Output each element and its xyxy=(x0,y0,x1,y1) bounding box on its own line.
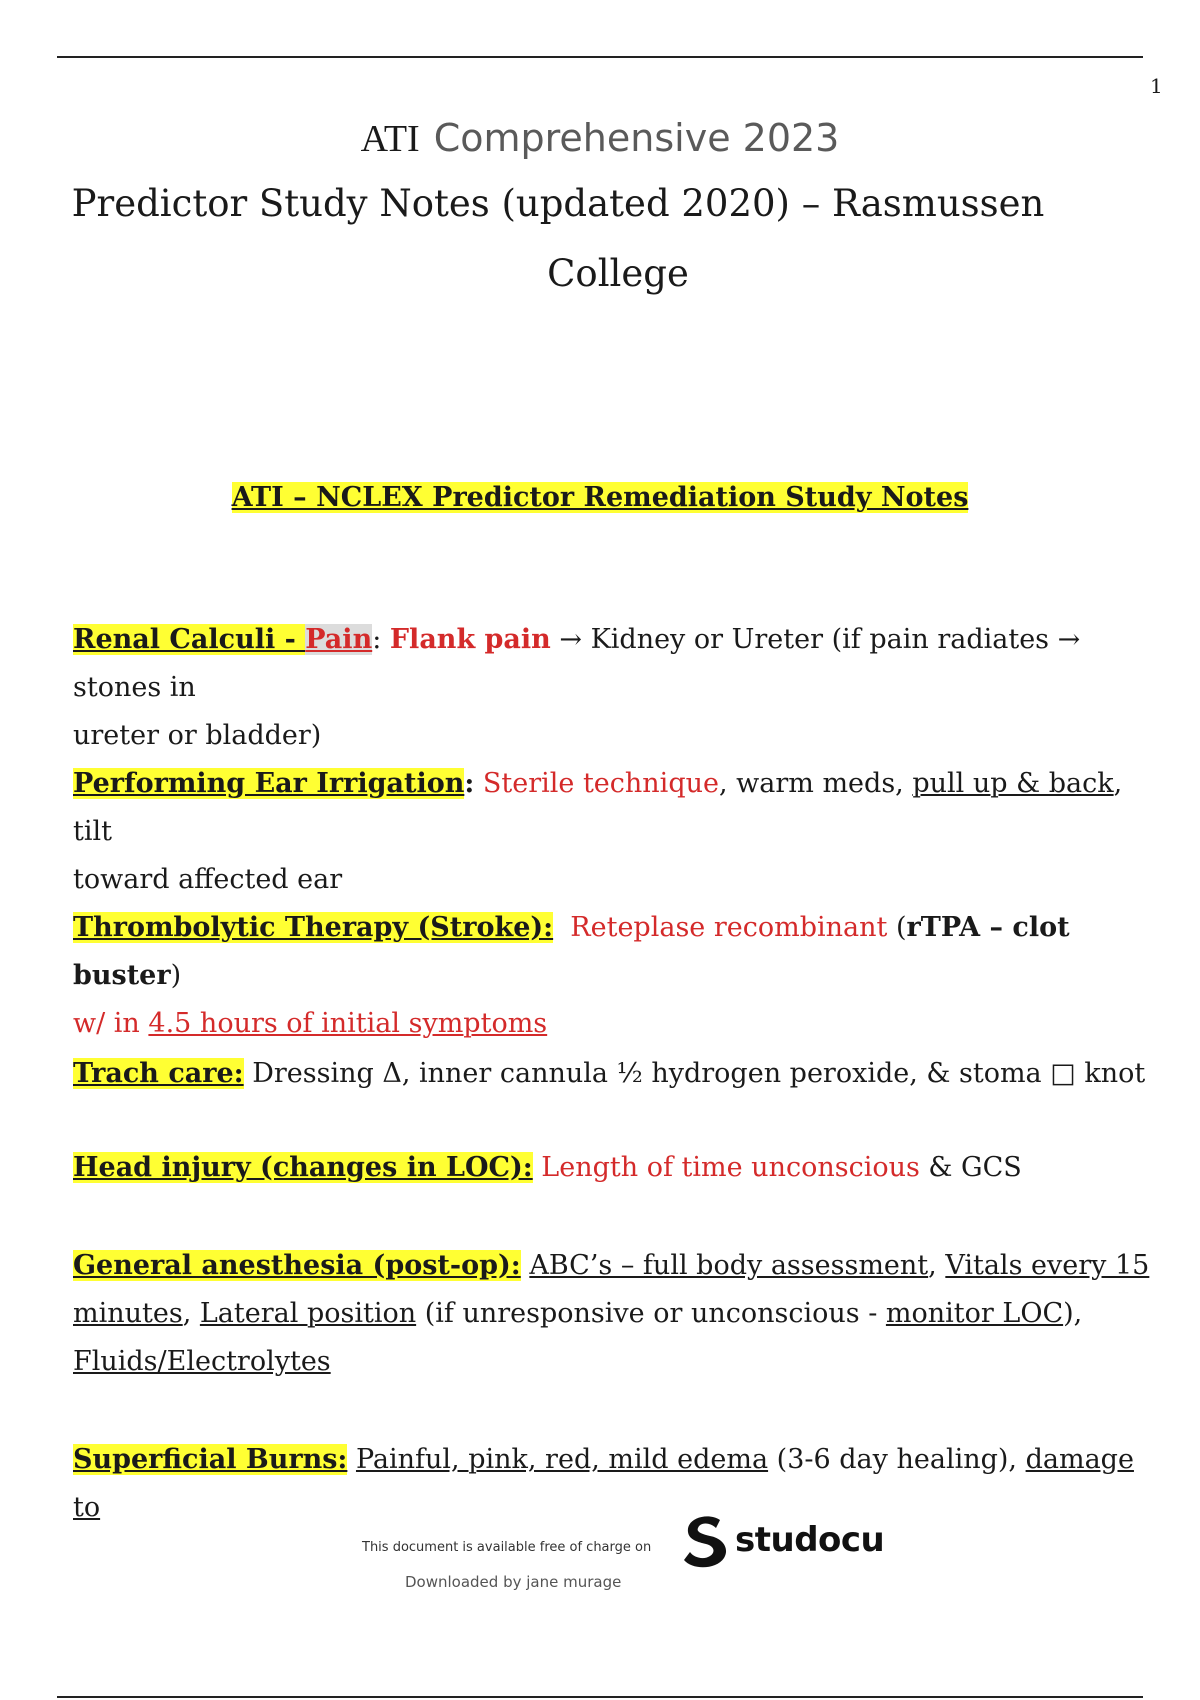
document-title-line-1 xyxy=(0,116,1200,161)
title-ati: ATI xyxy=(360,118,420,160)
key-term: Reteplase recombinant xyxy=(570,912,888,943)
note-renal-calculi: Renal Calculi - Pain: Flank pain → Kidney or Ureter (if pain radiates → stones in ureter or bladder) xyxy=(73,624,1081,751)
note-label: General anesthesia (post-op): xyxy=(73,1250,521,1281)
note-general-anesthesia: General anesthesia (post-op): ABC’s – full body assessment, Vitals every 15 minutes, Lateral position (if unresponsive or unconscious - monitor LOC), Fluids/Electrolytes xyxy=(73,1250,1150,1377)
title-comprehensive: Comprehensive 2023 xyxy=(433,116,840,160)
note-label: Renal Calculi - xyxy=(73,624,306,655)
key-term: Flank pain xyxy=(389,624,551,655)
studocu-footer xyxy=(0,1510,1200,1590)
note-thrombolytic-therapy: Thrombolytic Therapy (Stroke): Reteplase recombinant (rTPA – clot buster) w/ in 4.5 hours of initial symptoms xyxy=(73,912,1070,1039)
note-superficial-burns: Superficial Burns: Painful, pink, red, mild edema (3-6 day healing), damage to xyxy=(73,1444,1134,1523)
studocu-brand[interactable]: studocu xyxy=(735,1520,885,1560)
note-label: Trach care: xyxy=(73,1058,244,1089)
note-label-pain: Pain xyxy=(305,624,373,655)
section-heading: ATI – NCLEX Predictor Remediation Study Notes xyxy=(231,482,969,513)
studocu-logo-icon[interactable] xyxy=(680,1514,730,1568)
note-head-injury: Head injury (changes in LOC): Length of time unconscious & GCS xyxy=(73,1152,1022,1183)
bottom-rule xyxy=(57,1696,1143,1698)
availability-text: This document is available free of charge on xyxy=(362,1540,652,1555)
document-title-line-3: College xyxy=(547,252,689,295)
note-label: Head injury (changes in LOC): xyxy=(73,1152,533,1183)
key-term: Sterile technique xyxy=(474,768,719,799)
note-trach-care: Trach care: Dressing Δ, inner cannula ½ hydrogen peroxide, & stoma □ knot xyxy=(73,1058,1146,1089)
document-title-line-2: Predictor Study Notes (updated 2020) – Rasmussen xyxy=(71,182,1045,225)
note-label: Superficial Burns: xyxy=(73,1444,348,1475)
top-rule xyxy=(57,56,1143,58)
page-number: 1 xyxy=(1150,74,1163,98)
downloaded-by-text: Downloaded by jane murage xyxy=(405,1573,622,1591)
note-label: Thrombolytic Therapy (Stroke): xyxy=(73,912,554,943)
key-term: Length of time unconscious xyxy=(532,1152,920,1183)
note-label: Performing Ear Irrigation xyxy=(73,768,465,799)
note-ear-irrigation: Performing Ear Irrigation: Sterile technique, warm meds, pull up & back, tilt toward affected ear xyxy=(73,768,1123,895)
